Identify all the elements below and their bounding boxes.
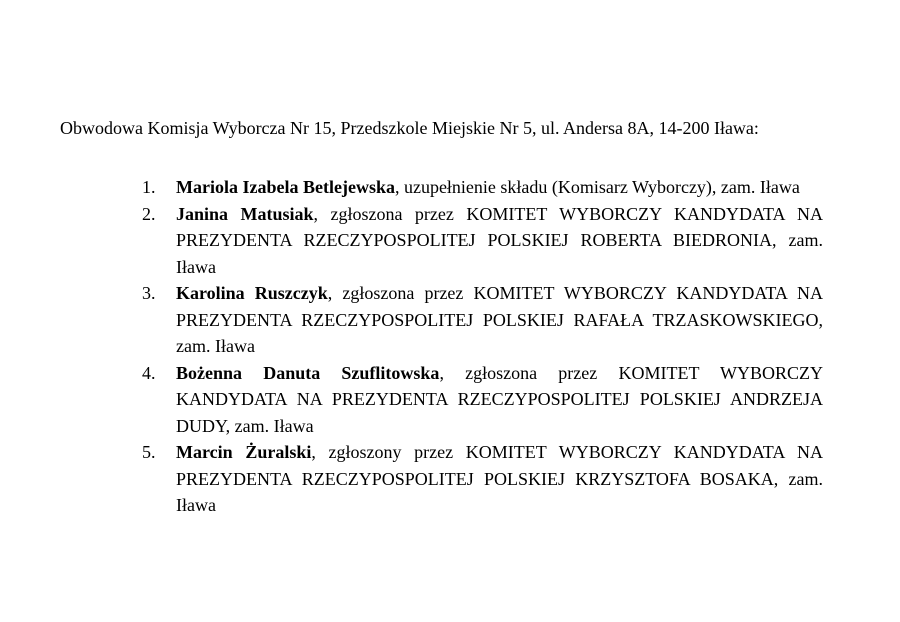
member-details: , zgłoszona przez KOMITET WYBORCZY KANDYDATA NA PREZYDENTA RZECZYPOSPOLITEJ POLSKIEJ ANDRZEJA DUDY, zam. Iława: [176, 362, 823, 436]
list-item: [0, 360, 900, 440]
member-details: , zgłoszony przez KOMITET WYBORCZY KANDYDATA NA PREZYDENTA RZECZYPOSPOLITEJ POLSKIEJ KRZYSZTOFA BOSAKA, zam. Iława: [176, 442, 823, 515]
item-number: 5.: [142, 442, 156, 462]
member-list: [0, 174, 900, 519]
list-item: [0, 174, 900, 201]
item-text: [176, 174, 823, 201]
list-item: [0, 439, 900, 519]
member-name: Karolina Ruszczyk: [176, 283, 328, 303]
member-details: , zgłoszona przez KOMITET WYBORCZY KANDYDATA NA PREZYDENTA RZECZYPOSPOLITEJ POLSKIEJ ROBERTA BIEDRONIA, zam. Iława: [176, 203, 823, 277]
member-name: Bożenna Danuta Szuflitowska: [176, 362, 440, 383]
member-details: , zgłoszona przez KOMITET WYBORCZY KANDYDATA NA PREZYDENTA RZECZYPOSPOLITEJ POLSKIEJ RAFAŁA TRZASKOWSKIEGO, zam. Iława: [176, 283, 824, 356]
commission-heading: Obwodowa Komisja Wyborcza Nr 15, Przedszkole Miejskie Nr 5, ul. Andersa 8A, 14-200 Iława:: [60, 118, 759, 138]
item-text: [176, 439, 823, 519]
member-name: Mariola Izabela Betlejewska: [176, 177, 395, 197]
item-text: [176, 360, 823, 440]
item-number: 2.: [142, 203, 156, 224]
list-item: [0, 280, 900, 360]
item-text: [176, 201, 823, 281]
item-text: [176, 280, 823, 360]
item-number: 3.: [142, 283, 156, 303]
item-number: 1.: [142, 177, 156, 197]
item-number: 4.: [142, 362, 156, 383]
member-details: , uzupełnienie składu (Komisarz Wyborczy), zam. Iława: [394, 177, 800, 197]
list-item: [0, 201, 900, 281]
member-name: Janina Matusiak: [176, 203, 314, 224]
member-name: Marcin Żuralski: [176, 442, 312, 462]
